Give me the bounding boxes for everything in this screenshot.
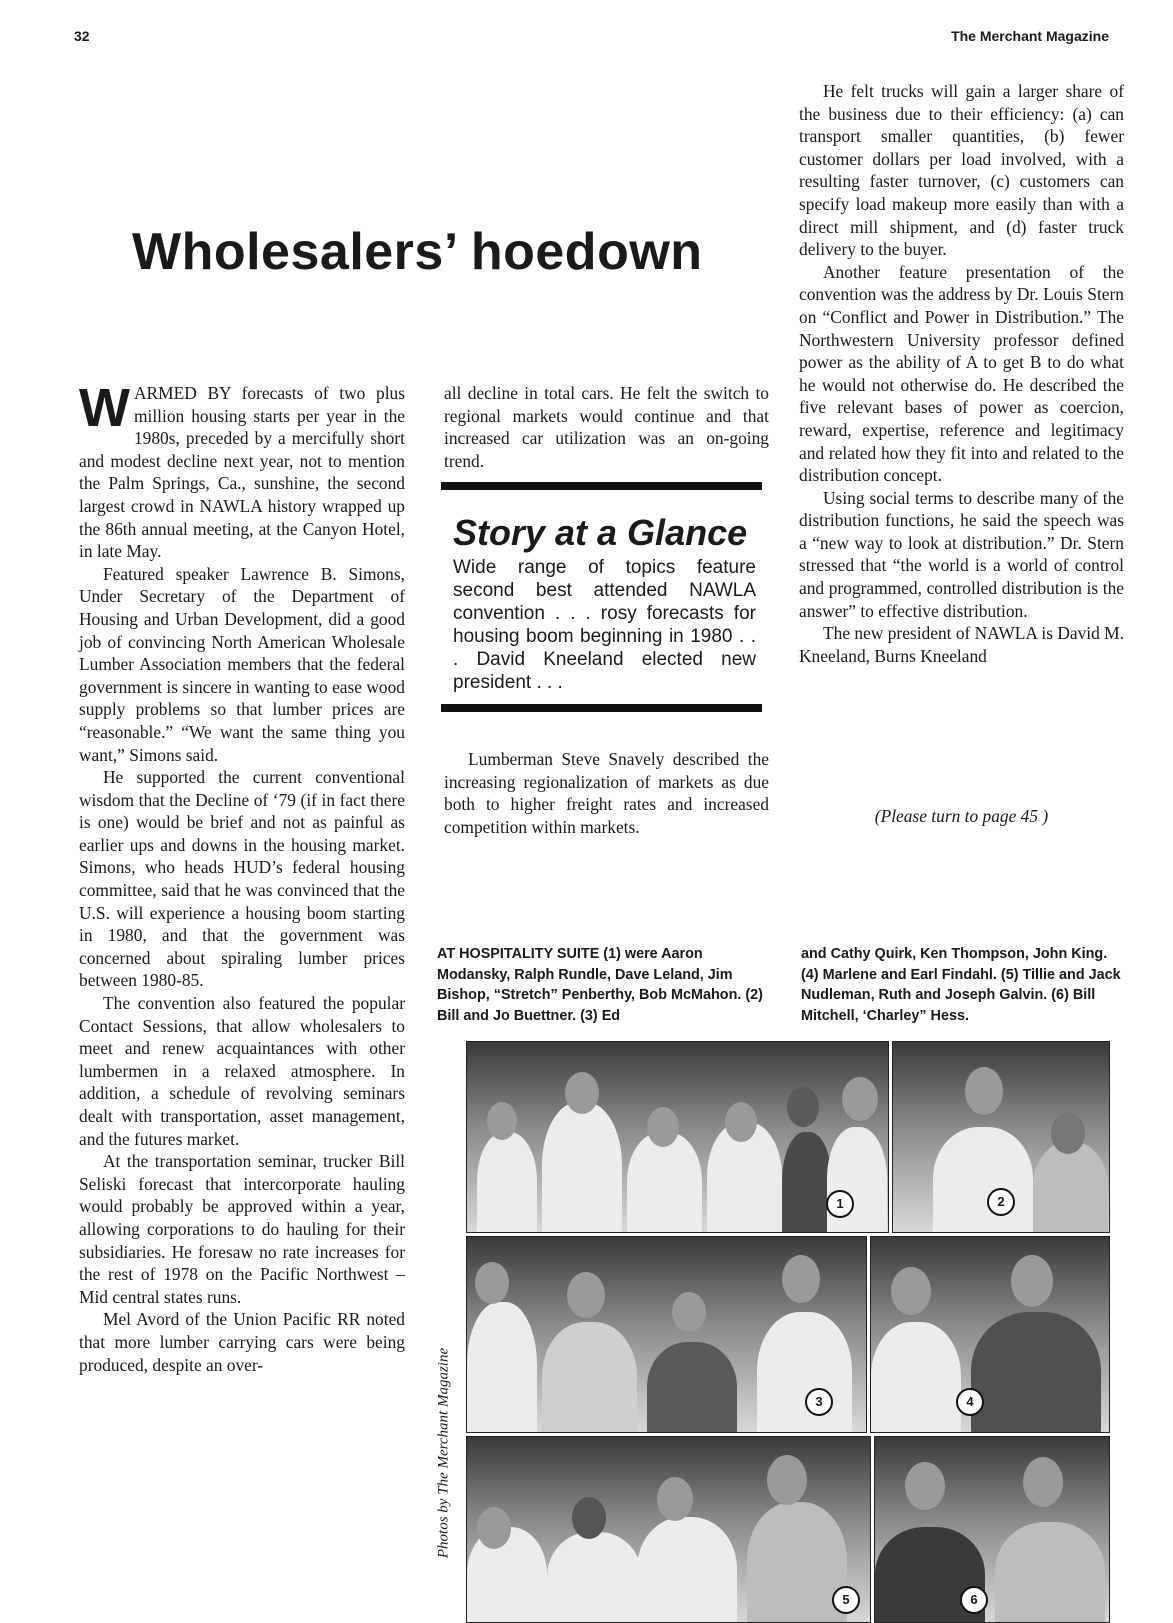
divider-rule (441, 704, 762, 712)
photo-number-badge: 5 (832, 1586, 860, 1614)
article-title: Wholesalers’ hoedown (132, 223, 703, 281)
photo-4 (870, 1236, 1110, 1433)
paragraph: He supported the current conventional wisdom that the Decline of ‘79 (if in fact there is one) would be brief and not as painful as earlier ups and downs in the housing market. Simons, who heads HUD’s federal housing committee, said that he was convinced that the U.S. will experience a housing boom starting in 1980, and that the government was concerned about spiraling lumber prices between 1980-85. (79, 767, 405, 991)
paragraph: He felt trucks will gain a larger share of the business due to their efficiency: (a) can transport smaller quantities, (b) fewer customer dollars per load involved, with a resulting faster turnover, (c) customers can specify load makeup more easily than with a direct mill shipment, and (d) faster truck delivery to the buyer. (799, 81, 1124, 260)
photo-1 (466, 1041, 889, 1233)
photo-caption: AT HOSPITALITY SUITE (1) were Aaron Modansky, Ralph Rundle, Dave Leland, Jim Bishop, “Stretch” Penberthy, Bob McMahon. (2) Bill and Jo Buettner. (3) Ed (437, 946, 763, 1024)
photo-number-badge: 6 (960, 1586, 988, 1614)
photo-credit-text: Photos by The Merchant Magazine (435, 1347, 452, 1558)
paragraph: Featured speaker Lawrence B. Simons, Under Secretary of the Department of Housing and Urban Development, did a good job of convincing North American Wholesale Lumber Association members that the federal government is sincere in wanting to ease wood supply problems so that lumber prices are “reasonable.” “We want the same thing you want,” Simons said. (79, 563, 405, 765)
paragraph: Lumberman Steve Snavely described the increasing regionalization of markets as due both to higher freight rates and increased competition within markets. (444, 749, 769, 837)
photo-caption-continued: and Cathy Quirk, Ken Thompson, John King. (4) Marlene and Earl Findahl. (5) Tillie and Jack Nudleman, Ruth and Joseph Galvin. (6) Bill Mitchell, ‘Charley” Hess. (801, 946, 1121, 1024)
paragraph: Using social terms to describe many of the distribution functions, he said the speech was a “new way to look at distribution.” Dr. Stern stressed that “the world is a world of control and programmed, controlled distribution is the answer” to effective distribution. (799, 487, 1124, 621)
photo-number-badge: 2 (987, 1188, 1015, 1216)
paragraph: all decline in total cars. He felt the switch to regional markets would continue and that increased car utilization was an on-going trend. (444, 383, 769, 471)
glance-summary: Wide range of topics feature second best attended NAWLA convention . . . rosy forecasts for housing boom beginning in 1980 . . . David Kneeland elected new president . . . (453, 557, 756, 693)
divider-rule (441, 482, 762, 490)
paragraph: Mel Avord of the Union Pacific RR noted that more lumber carrying cars were being produced, despite an over- (79, 1309, 405, 1375)
article-column-2-continued (444, 748, 769, 838)
photo-number-badge: 3 (805, 1388, 833, 1416)
paragraph: The convention also featured the popular Contact Sessions, that allow wholesalers to meet and renew acquaintances with other lumbermen in a relaxed atmosphere. In addition, a schedule of revolving seminars dealt with transportation, asset management, and the futures market. (79, 993, 405, 1149)
continuation-note: (Please turn to page 45 ) (874, 806, 1049, 826)
photo-3 (466, 1236, 867, 1433)
glance-heading: Story at a Glance (453, 512, 748, 553)
paragraph: Another feature presentation of the convention was the address by Dr. Louis Stern on “Conflict and Power in Distribution.” The Northwestern University professor defined power as the ability of A to get B to do what he would not otherwise do. He described the five relevant bases of power as coercion, reward, expertise, reference and legitimacy and related how they fit into and related to the distribution concept. (799, 261, 1124, 486)
paragraph (79, 378, 405, 563)
paragraph-text: ARMED BY forecasts of two plus million housing starts per year in the 1980s, preceded by a mercifully short and modest decline next year, not to mention the Palm Springs, Ca., sunshine, the second largest crowd in NAWLA history wrapped up the 86th annual meeting, at the Canyon Hotel, in late May. (79, 383, 405, 562)
photo-2 (892, 1041, 1110, 1233)
photo-number-badge: 1 (826, 1190, 854, 1218)
photo-6 (874, 1436, 1110, 1623)
paragraph: The new president of NAWLA is David M. Kneeland, Burns Kneeland (799, 623, 1124, 666)
article-column-3 (799, 80, 1124, 667)
magazine-name: The Merchant Magazine (951, 28, 1109, 44)
drop-cap: W (79, 378, 130, 438)
article-column-2 (444, 382, 769, 472)
page-number: 32 (74, 28, 90, 44)
photo-number-badge: 4 (956, 1388, 984, 1416)
article-column-1 (79, 378, 405, 1376)
photo-5 (466, 1436, 871, 1623)
paragraph: At the transportation seminar, trucker Bill Seliski forecast that intercorporate hauling would probably be approved within a year, allowing corporations to do hauling for their subsidiaries. He foresaw no rate increases for the rest of 1978 on the Pacific Northwest – Mid central states runs. (79, 1151, 405, 1307)
photo-credit (432, 1325, 456, 1580)
